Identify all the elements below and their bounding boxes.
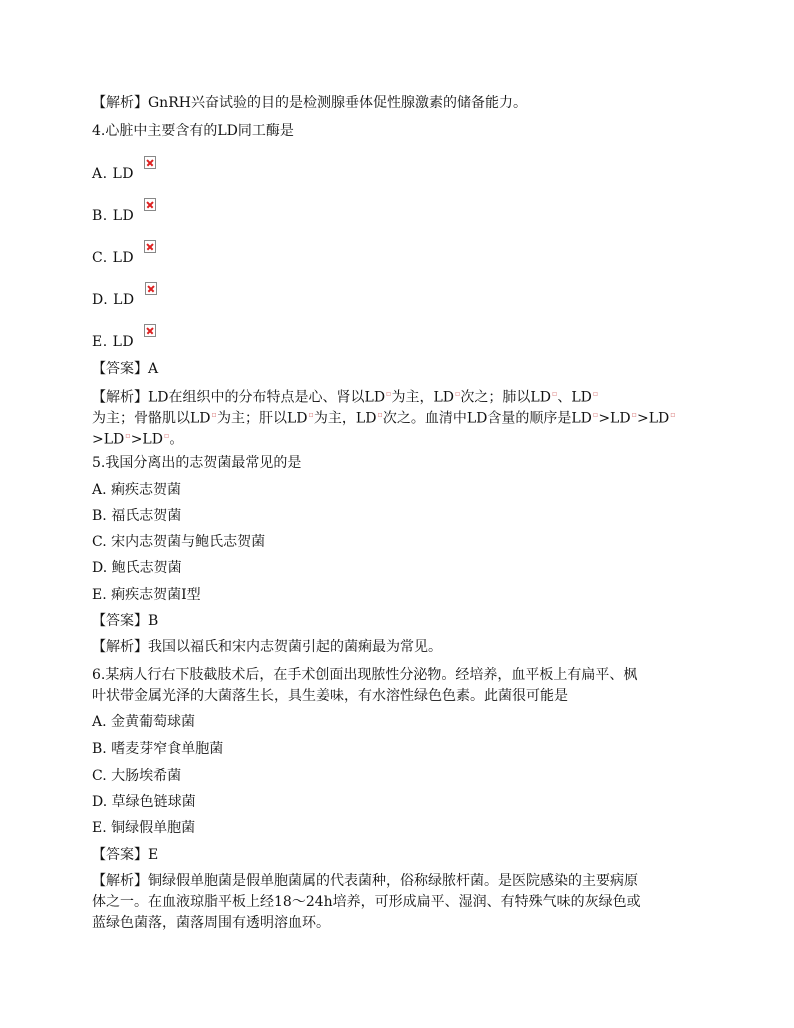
- q4-option-d: [92, 290, 157, 310]
- subscript-placeholder: ▫: [125, 431, 131, 440]
- subscript-placeholder: ▫: [631, 410, 638, 419]
- subscript-placeholder: ▫: [670, 410, 676, 419]
- q6-analysis-line2: 体之一。在血液琼脂平板上经18～24h培养，可形成扁平、湿润、有特殊气味的灰绿色或: [92, 894, 641, 910]
- q6-option-d: D. 草绿色链球菌: [92, 794, 196, 810]
- option-text: A. LD: [92, 166, 135, 182]
- q5-analysis: 【解析】我国以福氏和宋内志贺菌引起的菌痢最为常见。: [92, 639, 442, 655]
- q4-option-a: [92, 164, 156, 184]
- subscript-placeholder: ▫: [551, 389, 558, 398]
- q6-option-e: E. 铜绿假单胞菌: [92, 820, 196, 836]
- q4-option-e: [92, 332, 156, 352]
- subscript-placeholder: ▫: [377, 410, 383, 419]
- option-text: B. LD: [92, 208, 135, 224]
- broken-image-icon: [145, 282, 157, 295]
- q4-stem: 4.心脏中主要含有的LD同工酶是: [92, 123, 294, 139]
- q4-analysis-line2: 为主；骨骼肌以LD▫为主；肝以LD▫为主，LD▫次之。血清中LD含量的顺序是LD▫>LD▫>LD▫: [92, 410, 676, 427]
- analysis-top: 【解析】GnRH兴奋试验的目的是检测腺垂体促性腺激素的储备能力。: [92, 95, 527, 111]
- q5-stem: 5.我国分离出的志贺菌最常见的是: [92, 455, 302, 471]
- subscript-placeholder: ▫: [455, 389, 461, 398]
- q6-option-a: A. 金黄葡萄球菌: [92, 714, 196, 730]
- q6-option-b: B. 嗜麦芽窄食单胞菌: [92, 741, 224, 757]
- q5-answer: 【答案】B: [92, 613, 159, 629]
- broken-image-icon: [144, 156, 156, 169]
- broken-image-icon: [144, 324, 156, 337]
- broken-image-icon: [144, 198, 156, 211]
- q6-answer: 【答案】E: [92, 847, 159, 863]
- q6-stem-line2: 叶状带金属光泽的大菌落生长，具生姜味，有水溶性绿色色素。此菌很可能是: [92, 688, 568, 704]
- q4-analysis-line1: 【解析】LD在组织中的分布特点是心、肾以LD▫为主，LD▫次之；肺以LD▫、LD▫: [92, 389, 599, 406]
- q6-analysis-line3: 蓝绿色菌落，菌落周围有透明溶血环。: [92, 915, 330, 931]
- q4-analysis-line3: >LD▫>LD▫。: [92, 431, 184, 448]
- q4-option-b: [92, 206, 156, 226]
- q6-stem-line1: 6.某病人行右下肢截肢术后，在手术创面出现脓性分泌物。经培养，血平板上有扁平、枫: [92, 667, 638, 683]
- q5-option-d: D. 鲍氏志贺菌: [92, 560, 182, 576]
- subscript-placeholder: ▫: [386, 389, 392, 398]
- option-text: C. LD: [92, 250, 135, 266]
- q5-option-b: B. 福氏志贺菌: [92, 508, 182, 524]
- q5-option-c: C. 宋内志贺菌与鲍氏志贺菌: [92, 534, 266, 550]
- q5-option-a: A. 痢疾志贺菌: [92, 482, 182, 498]
- subscript-placeholder: ▫: [592, 389, 599, 398]
- broken-image-icon: [144, 240, 156, 253]
- option-text: D. LD: [92, 292, 135, 308]
- subscript-placeholder: ▫: [308, 410, 314, 419]
- option-text: E. LD: [92, 334, 135, 350]
- q4-option-c: [92, 248, 156, 268]
- subscript-placeholder: ▫: [211, 410, 217, 419]
- q4-answer: 【答案】A: [92, 361, 159, 377]
- q5-option-e: E. 痢疾志贺菌I型: [92, 587, 201, 603]
- subscript-placeholder: ▫: [163, 431, 170, 440]
- q6-analysis-line1: 【解析】铜绿假单胞菌是假单胞菌属的代表菌种，俗称绿脓杆菌。是医院感染的主要病原: [92, 873, 638, 889]
- q6-option-c: C. 大肠埃希菌: [92, 768, 182, 784]
- subscript-placeholder: ▫: [592, 410, 599, 419]
